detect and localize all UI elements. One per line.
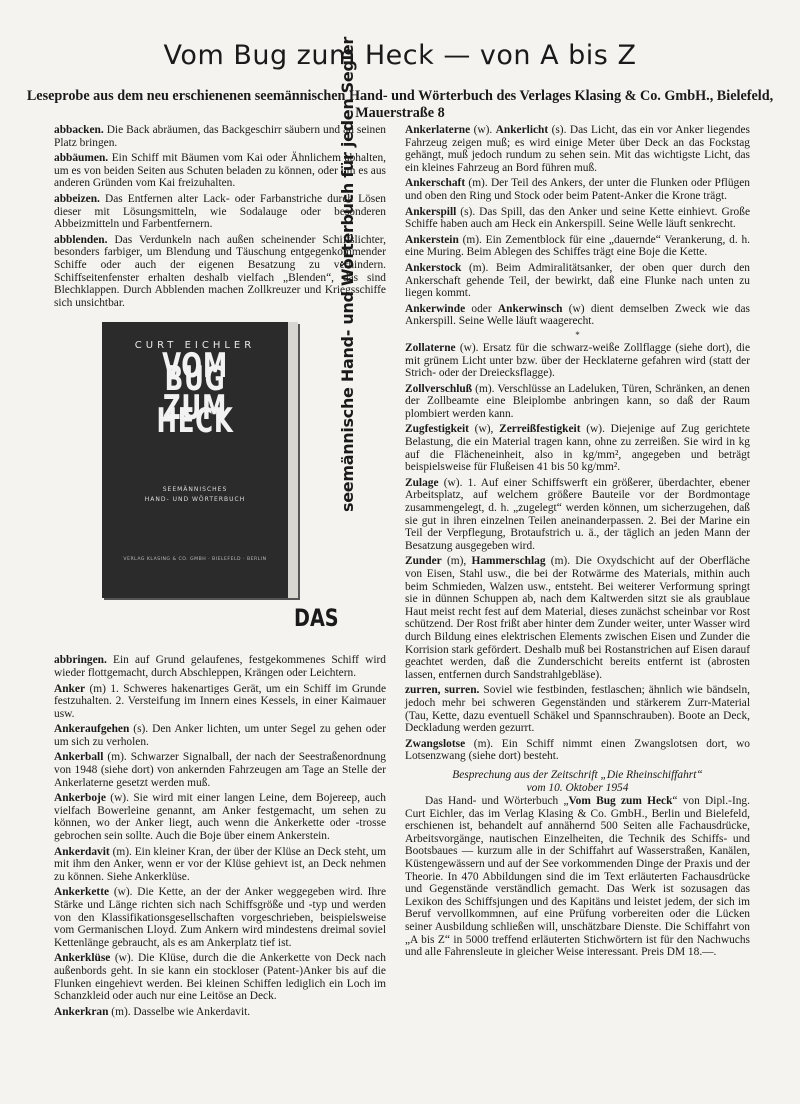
entry-headword: Ankerstock [405, 261, 462, 274]
dictionary-entry [405, 177, 750, 202]
right-z-entries [405, 342, 750, 763]
entry-headword: Ankerboje [54, 792, 106, 805]
entry-headword: Zunder [405, 555, 442, 568]
entry-headword: Ankerlaterne [405, 124, 471, 136]
entry-definition: Das Verdunkeln nach außen scheinender Schiffslichter, besonders farbiger, um Blendung und Täuschung entgegenkommender Schiffe oder auch der eigenen Besatzung zu verhindern. Schiffseitenfenster erhalten deshalb vielfach „Blenden“, das sind Blechklappen. Durch Abblenden machen Zollkreuzer und Kriegsschiffe sich unsichtbar. [54, 233, 386, 309]
dictionary-entry [54, 751, 386, 789]
dictionary-entry [54, 1006, 386, 1019]
dictionary-entry [54, 124, 386, 149]
dictionary-entry [405, 738, 750, 763]
entry-definition: (m). Schwarzer Signalball, der nach der Seestraßenordnung von 1948 (siehe dort) von ankernden Fahrzeugen am Tage an Stelle der Ankerlaterne gesetzt werden muß. [54, 751, 386, 789]
entry-definition: (s). Das Spill, das den Anker und seine Kette einhievt. Große Schiffe haben auch am Heck ein Ankerspill. Seine Welle läuft senkrecht. [405, 205, 750, 231]
entry-headword: Anker [54, 682, 86, 695]
entry-definition-cont: (s). Das Licht, das ein vor Anker liegendes Fahrzeug zeigen muß; es wird einige Meter über Deck an das Fockstag gehängt, muß jedoch rundum zu sehen sein. Mit das wichtigste Licht, das ein kleines Fahrzeug an Bord führen muß. [405, 124, 750, 174]
book-slogan-wrapper [338, 37, 382, 552]
entry-headword: Ankerwinde [405, 302, 466, 315]
dictionary-entry [54, 683, 386, 721]
entry-headword: abbäumen. [54, 152, 109, 165]
entry-headword: zurren, surren. [405, 684, 480, 697]
book-slogan: seemännische Hand- und Wörterbuch für jeden Segler [338, 37, 357, 513]
book-publisher: VERLAG KLASING & CO. GMBH · BIELEFELD · BERLIN [123, 557, 267, 563]
dictionary-entry [54, 654, 386, 679]
entry-definition: (m). Ein Zementblock für eine „dauernde“ Verankerung, d. h. eine Muring. Beim Ablegen des Schiffes trägt eine Boje die Kette. [405, 233, 750, 259]
review-text [405, 795, 750, 959]
entry-headword: Ankeraufgehen [54, 723, 130, 736]
entry-definition: Ein Schiff mit Bäumen vom Kai oder Ähnlichem abhalten, um es von beiden Seiten aus Schuten beladen zu können, oder um es aus anderen Gründen vom Kai freizuhalten. [54, 152, 386, 190]
entry-definition-cont: (w). Diejenige auf Zug gerichtete Belastung, die ein Material tragen kann, ohne zu zerreißen. Sie wird in kg auf die Flächeneinheit, also in kg/mm², angegeben und beträgt beispielsweise für Flußeisen 41 bis 50 kg/mm². [405, 423, 750, 474]
dictionary-entry [54, 792, 386, 842]
book-cover-illustration [102, 322, 298, 598]
entry-headword: Ankerklüse [54, 952, 111, 965]
dictionary-entry [54, 723, 386, 748]
review-book-title: Vom Bug zum Heck [568, 795, 673, 808]
entry-definition: oder [465, 302, 498, 315]
section-star: * [575, 329, 580, 340]
entry-definition: Soviel wie festbinden, festlaschen; ähnlich wie bändseln, jedoch mehr bei schweren Gegenständen und stärkerem Zurr-Material (Tau, Kette, dazu eventuell Schäkel und Spannschrauben). Boote an Deck, Deckladung werden gezurrt. [405, 684, 750, 735]
entry-definition: (m). Dasselbe wie Ankerdavit. [108, 1005, 251, 1018]
book-title-line-2: ZUM HECK [156, 388, 234, 441]
entry-headword: abbeizen. [54, 192, 100, 205]
entry-definition: (m). Ein Schiff nimmt einen Zwangslotsen dort, wo Lotsenzwang (siehe dort) besteht. [405, 737, 750, 763]
entry-definition: (w). Die Kette, an der der Anker weggegeben wird. Ihre Stärke und Länge richten sich nach Schiffsgröße und -typ und werden von den Klassifikationsgesellschaften vorgeschrieben, beispielsweise vom Germanischen Lloyd. Zum Ankern wird mindestens dreimal soviel Kettenlänge gebraucht, als es am Ankerplatz tief ist. [54, 886, 386, 949]
book-subtitle-line-2: HAND- UND WÖRTERBUCH [144, 496, 246, 504]
entry-definition: Das Entfernen alter Lack- oder Farbanstriche durch Lösen dieser mit Lösungsmitteln, wie Sodalauge oder besonderen Abbeizmitteln und Farbentfernern. [54, 192, 386, 231]
dictionary-entry [54, 193, 386, 231]
entry-definition: (s). Den Anker lichten, um unter Segel zu gehen oder um sich zu verholen. [54, 723, 386, 748]
entry-headword: Zwangslotse [405, 737, 466, 750]
entry-headword: Zollverschluß [405, 382, 473, 395]
dictionary-entry [405, 206, 750, 231]
dictionary-entry [54, 952, 386, 1002]
entry-definition: (m). Verschlüsse an Ladeluken, Türen, Schränken, an denen der Zollbeamte eine Bleiplombe anbringen kann, so daß der Raum plombiert werden kann. [405, 382, 750, 420]
entry-headword: Zollaterne [405, 341, 456, 354]
entry-headword: Ankerkran [54, 1005, 109, 1018]
entry-definition: Ein auf Grund gelaufenes, festgekommenes Schiff wird wieder flottgemacht, durch Abschleppen, Krängen oder Leichtern. [54, 654, 386, 679]
entry-headword: Ankerdavit [54, 845, 110, 858]
entry-headword: Zugfestigkeit [405, 423, 469, 436]
entry-definition: (m), [441, 555, 472, 568]
entry-definition: (w). Sie wird mit einer langen Leine, dem Bojereep, auch vielfach Bowerleine genannt, am Anker festgemacht, um sehen zu können, wo der Anker liegt, auch wenn die Ankerkette oder -trosse gebrochen sein sollte. Auch die Boje über einem Ankerstein. [54, 792, 386, 843]
dictionary-entry [405, 383, 750, 421]
review-heading [405, 769, 750, 794]
left-bottom-entries [54, 654, 386, 1018]
entry-definition: (w). 1. Auf einer Schiffswerft ein größerer, überdachter, ebener Arbeitsplatz, auf welchem größere Bauteile vor der Bordmontage zusammengelegt, d. h. „zugelegt“ werden können, um sicherzugehen, daß sie gut in ihren einzelnen Teilen aneinanderpassen. 2. Bei der Marine ein Teil der Verpflegung, Brotaufstrich u. ä., der täglich an jeden Mann der Besatzung ausgegeben wird. [405, 476, 750, 552]
entry-headword: abbacken. [54, 124, 104, 136]
review-text-post: “ von Dipl.-Ing. Curt Eichler, das im Verlag Klasing & Co. GmbH., Berlin und Bielefeld, erschienen ist, behandelt auf annähernd 500 Seiten alle Fachausdrücke, Arbeitsvorgänge, nautischen Einzelheiten, die Technik des Schiffs- und Bootsbaues — kurzum alle in der Schiffahrt auf Wasserstraßen, Kanälen, Küstengewässern und auf der See vorkommenden Dinge der Praxis und der Theorie. In 470 Abbildungen sind die im Text erläuterten Fachausdrücke und Gegenstände verständlich gemacht. Das Werk ist sozusagen das Lexikon des Schiffsjungen und des Kapitäns und leistet jedem, der sich im Beruf vervollkommnen, auf eine Prüfung vorbereiten oder die Lücken seiner Ausbildung schließen will, unschätzbare Dienste. Die Schiffahrt von „A bis Z“ in 5000 treffend erläuterten Stichwörtern ist für den Nachwuchs und alle Fahrensleute in gleicher Weise interessant. Preis DM 18.—. [405, 795, 750, 959]
entry-headword: Ankerstein [405, 233, 459, 246]
dictionary-entry [54, 846, 386, 884]
review-heading-line-2: vom 10. Oktober 1954 [526, 781, 629, 794]
dictionary-entry [405, 234, 750, 259]
entry-definition-cont: (w) dient demselben Zweck wie das Ankerspill. Seine Welle läuft waagerecht. [405, 302, 750, 328]
entry-definition: (w). [470, 124, 496, 136]
dictionary-entry [405, 342, 750, 380]
right-column [405, 124, 750, 959]
entry-definition: (m) 1. Schweres hakenartiges Gerät, um ein Schiff im Grunde festzuhalten. 2. Versteifung im Innern eines Kessels, in einer Kaimauer usw. [54, 682, 386, 720]
dictionary-entry [405, 477, 750, 553]
dictionary-entry [405, 124, 750, 174]
entry-definition: (w). Die Klüse, durch die die Ankerkette von Deck nach außenbords geht. In sie kann ein stockloser (Patent-)Anker bis auf die Flunken eingehievt werden. Bei kleinen Schiffen lediglich ein Loch im Schanzkleid oder auch nur eine Leitöse an Deck. [54, 952, 386, 1003]
page-subtitle: Leseprobe aus dem neu erschienenen seemännischen Hand- und Wörterbuch des Verlages Klasing & Co. GmbH., Bielefeld, Mauerstraße 8 [26, 88, 774, 121]
entry-definition: Die Back abräumen, das Backgeschirr säubern und an seinen Platz bringen. [54, 124, 386, 149]
book-subtitle-line-1: SEEMÄNNISCHES [162, 486, 228, 494]
book-title-line-1: VOM BUG [162, 346, 228, 399]
entry-headword-alt: Hammerschlag [471, 555, 546, 568]
dictionary-entry [405, 303, 750, 328]
entry-headword: Ankerspill [405, 205, 457, 218]
dictionary-entry [405, 262, 750, 300]
entry-headword: abbringen. [54, 654, 107, 667]
entry-headword: Ankerschaft [405, 177, 466, 190]
left-column [54, 37, 386, 1021]
dictionary-entry [54, 234, 386, 310]
book-author: CURT EICHLER [134, 340, 256, 352]
entry-headword-alt: Zerreißfestigkeit [499, 423, 581, 436]
entry-headword-alt: Ankerwinsch [497, 302, 563, 315]
dictionary-entry [405, 423, 750, 473]
book-slogan-das: DAS [294, 604, 339, 633]
entry-headword: Ankerball [54, 751, 104, 764]
entry-definition-cont: (m). Die Oxydschicht auf der Oberfläche von Eisen, Stahl usw., die bei der Rotwärme des Materials, mithin auch beim Schmieden, Walzen usw., entsteht. Bei weiterer Verformung springt sie in dünnen Schuppen ab, nach dem Kaltwerden sitzt sie als graublaue Haut meist recht fest auf dem Material, dieses zunächst scheinbar vor Rost schützend. Der Rost frißt aber hinter dem Zunder weiter, unter Wasser wird durch Bildung eines elektrischen Elements zwischen Eisen und Zunder die Korrision stark gefördert. Deshalb muß bei Rostanstrichen auf Eisen darauf geachtet werden, daß die Zunderschicht bereits entfernt ist (abrosten lassen, entfernen durch Sandstrahlgebläse). [405, 555, 750, 681]
entry-definition: (m). Beim Admiralitätsanker, der oben quer durch den Ankerschaft gehende Teil, der bewirkt, daß eine Flunke nach unten zu liegen kommt. [405, 261, 750, 300]
entry-headword-alt: Ankerlicht [495, 124, 549, 136]
dictionary-entry [405, 684, 750, 734]
entry-headword: abblenden. [54, 233, 108, 246]
review-text-pre: Das Hand- und Wörterbuch „ [425, 795, 569, 808]
page-title: Vom Bug zum Heck — von A bis Z [163, 40, 637, 71]
dictionary-entry [54, 152, 386, 190]
entry-definition: (w), [468, 423, 500, 436]
dictionary-entry [54, 886, 386, 949]
entry-definition: (m). Der Teil des Ankers, der unter die Flunken oder Pflügen und oben den Ring und Stock oder beim Patent-Anker die Krone trägt. [405, 177, 750, 202]
entry-definition: (w). Ersatz für die schwarz-weiße Zollflagge (siehe dort), die mit grünem Licht unter bzw. über der Hecklaterne gefahren wird (statt der Strich- oder der Dreiecksflagge). [405, 341, 750, 380]
left-top-entries [54, 124, 386, 309]
entry-headword: Ankerkette [54, 886, 110, 899]
dictionary-entry [405, 555, 750, 681]
entry-definition: (m). Ein kleiner Kran, der über der Klüse an Deck steht, um mit ihm den Anker, wenn er vor der Klüse gehievt ist, an Deck nehmen zu können. Siehe Ankerklüse. [54, 845, 386, 883]
right-anker-entries [405, 124, 750, 328]
entry-headword: Zulage [405, 476, 439, 489]
review-heading-line-1: Besprechung aus der Zeitschrift „Die Rheinschiffahrt“ [452, 768, 703, 781]
